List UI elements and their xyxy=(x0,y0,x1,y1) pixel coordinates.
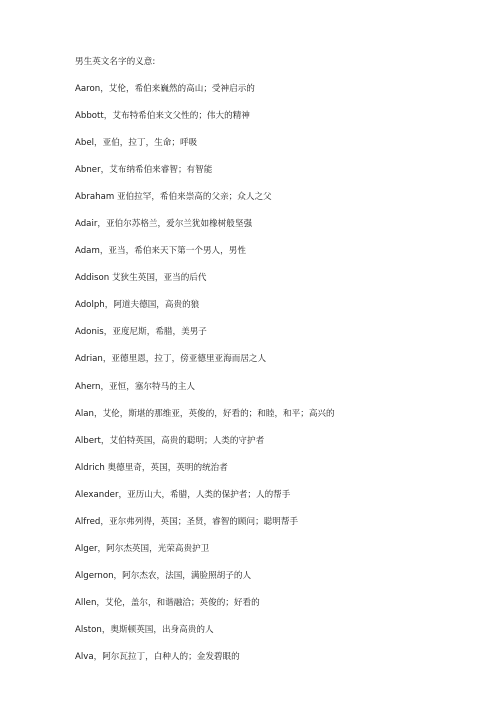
document-heading: 男生英文名字的义意: xyxy=(75,57,156,67)
name-entry-alan: Alan，艾伦，斯堪的那维亚，英俊的，好看的；和睦，和平；高兴的 xyxy=(75,408,335,419)
name-entry-alger: Alger，阿尔杰英国，光荣高贵护卫 xyxy=(75,543,210,554)
name-entry-abner: Abner，艾布纳希伯来睿智；有智能 xyxy=(75,165,213,176)
name-entry-abel: Abel，亚伯，拉丁，生命；呼吸 xyxy=(75,138,198,149)
name-entry-allen: Allen，艾伦，盖尔，和谐融洽；英俊的；好看的 xyxy=(75,597,260,608)
name-meaning-list xyxy=(75,83,485,664)
name-entry-abbott: Abbott，艾布特希伯来文父性的；伟大的精神 xyxy=(75,111,250,122)
name-entry-alfred: Alfred，亚尔弗列得，英国；圣贤，睿智的顾问；聪明帮手 xyxy=(75,516,299,527)
name-entry-ahern: Ahern，亚恒，塞尔特马的主人 xyxy=(75,381,195,392)
name-entry-adair: Adair，亚伯尔苏格兰，爱尔兰犹如橡树般坚强 xyxy=(75,219,253,230)
document-body xyxy=(75,56,485,678)
name-entry-alva: Alva，阿尔瓦拉丁，白种人的；金发碧眼的 xyxy=(75,651,240,662)
name-entry-adam: Adam，亚当，希伯来天下第一个男人，男性 xyxy=(75,246,246,257)
name-entry-addison: Addison 艾狄生英国，亚当的后代 xyxy=(75,273,207,284)
name-entry-alston: Alston，奥斯顿英国，出身高贵的人 xyxy=(75,624,214,635)
name-entry-aldrich: Aldrich 奥德里奇，英国，英明的统治者 xyxy=(75,462,228,473)
name-entry-aaron: Aaron，艾伦，希伯来巍然的高山；受神启示的 xyxy=(75,84,255,94)
name-entry-abraham: Abraham 亚伯拉罕，希伯来崇高的父亲；众人之父 xyxy=(75,192,272,203)
name-entry-albert: Albert，艾伯特英国，高贵的聪明；人类的守护者 xyxy=(75,435,265,446)
name-entry-adrian: Adrian，亚德里恩，拉丁，傍亚德里亚海而居之人 xyxy=(75,354,267,365)
name-entry-adolph: Adolph，阿道夫德国，高贵的狼 xyxy=(75,300,200,311)
name-entry-alexander: Alexander，亚历山大，希腊，人类的保护者；人的帮手 xyxy=(75,489,291,500)
name-entry-algernon: Algernon，阿尔杰农，法国，满脸照胡子的人 xyxy=(75,570,252,581)
name-entry-adonis: Adonis，亚度尼斯，希腊，美男子 xyxy=(75,327,207,338)
